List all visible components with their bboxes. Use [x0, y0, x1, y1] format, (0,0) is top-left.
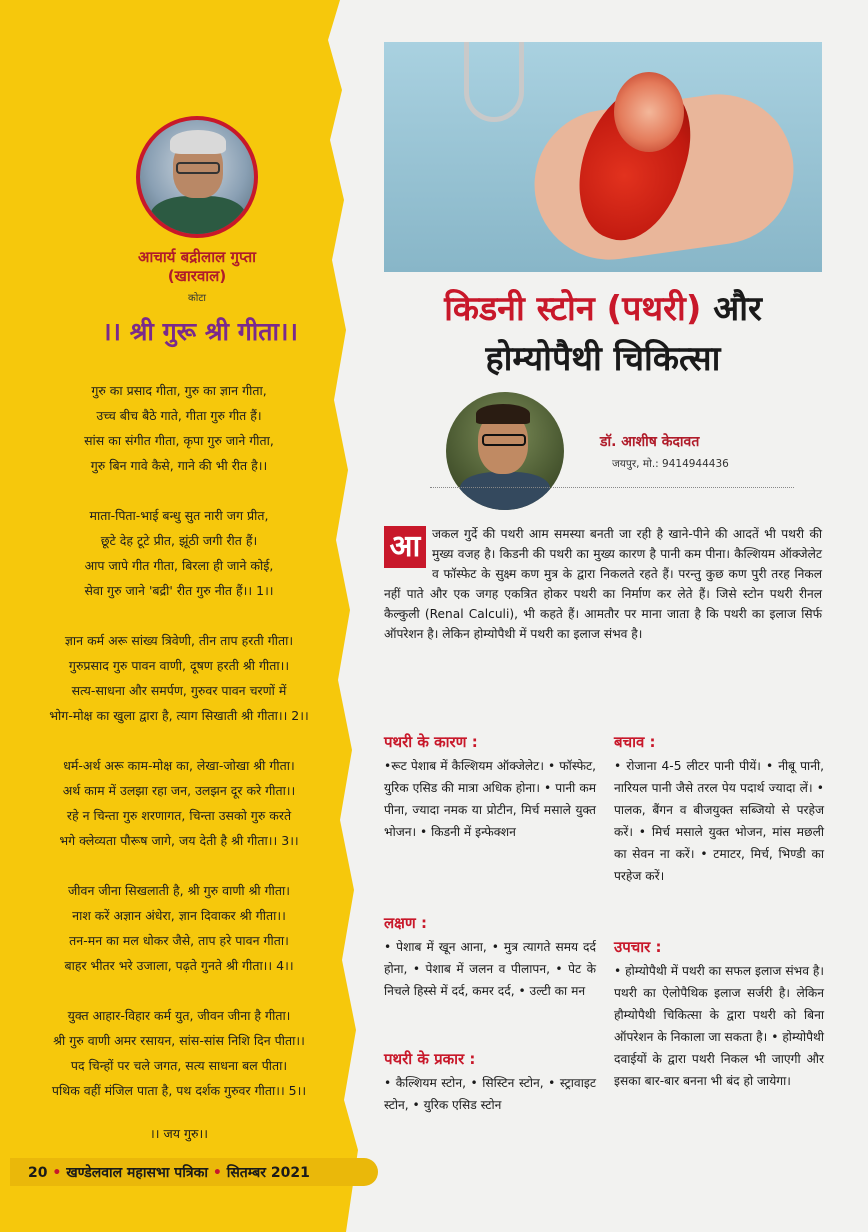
- section-treatment: [614, 936, 824, 1092]
- poem-line: अर्थ काम में उलझा रहा जन, उलझन दूर करे गीता।।: [62, 783, 296, 798]
- poem-stanza: [20, 1003, 338, 1103]
- poem-line: सांस का संगीत गीता, कृपा गुरु जाने गीता,: [84, 433, 274, 448]
- section-heading: पथरी के कारण :: [384, 733, 478, 751]
- poet-city: कोटा: [188, 293, 206, 304]
- poem-line: युक्त आहार-विहार कर्म युत, जीवन जीना है गीता।: [67, 1008, 291, 1023]
- poem-line: ज्ञान कर्म अरू सांख्य त्रिवेणी, तीन ताप हरती गीता।: [64, 633, 294, 648]
- poem-line: सेवा गुरु जाने 'बद्री' रीत गुरु नीत हैं।। 1।।: [84, 583, 274, 598]
- poem-stanza: [20, 878, 338, 978]
- poem-line: गुरुप्रसाद गुरु पावन वाणी, दूषण हरती श्री गीता।।: [68, 658, 290, 673]
- poet-name-line1: आचार्य बद्रीलाल गुप्ता: [137, 248, 257, 266]
- doctor-contact: जयपुर, मो.: 9414944436: [612, 458, 729, 470]
- poem-closing: ।। जय गुरु।।: [150, 1126, 208, 1141]
- section-types: [384, 1048, 596, 1116]
- poet-name: [60, 248, 334, 286]
- poem-line: आप जापे गीत गीता, बिरला ही जाने कोई,: [84, 558, 274, 573]
- poem-title: ।। श्री गुरू श्री गीता।।: [102, 317, 298, 346]
- magazine-name: खण्डेलवाल महासभा पत्रिका: [66, 1165, 208, 1181]
- intro-text: जकल गुर्दे की पथरी आम समस्या बनती जा रही है खाने-पीने की आदतें भी पथरी की मुख्य वजह है। किडनी की पथरी का मुख्य कारण है पानी कम पीना। कैल्शियम ऑक्जेलेट व फॉस्फेट के सुक्ष्म कण मुत्र के द्वारा निकलते रहते हैं। परन्तु कुछ कण पुरी तरह निकल नहीं पाते और एक जगह एकत्रित होकर पथरी का निर्माण कर लेते हैं। जिसे स्टोन पथरी रीनल कैल्कुली (Renal Calculi), भी कहते हैं। आमतौर पर माना जाता है कि पथरी का इलाज सिर्फ ऑपरेशन है। लेकिन होम्योपैथी में पथरी का इलाज संभव है।: [384, 527, 822, 641]
- section-heading: लक्षण :: [384, 914, 427, 932]
- poem-line: तन-मन का मल धोकर जैसे, ताप हरे पावन गीता।: [69, 933, 289, 948]
- poem-line: माता-पिता-भाई बन्धु सुत नारी जग प्रीत,: [89, 508, 269, 523]
- article-title-red: किडनी स्टोन (पथरी): [444, 289, 702, 329]
- poem-body: [20, 378, 338, 1128]
- poem-line: पद चिन्हों पर चले जगत, सत्य साधना बल पीता।: [70, 1058, 288, 1073]
- poem-line: गुरु बिन गावे कैसे, गाने की भी रीत है।।: [90, 458, 268, 473]
- section-body: • पेशाब में खून आना, • मुत्र त्यागते समय दर्द होना, • पेशाब में जलन व पीलापन, • पेट के निचले हिस्से में दर्द, कमर दर्द, • उल्टी का मन: [384, 940, 596, 998]
- poem-line: जीवन जीना सिखलाती है, श्री गुरु वाणी श्री गीता।: [68, 883, 290, 898]
- article-intro: [384, 524, 822, 644]
- separator-dot: •: [212, 1165, 227, 1181]
- page-number: 20: [28, 1165, 48, 1181]
- poem-line: पथिक वहीं मंजिल पाता है, पथ दर्शक गुरुवर गीता।। 5।।: [51, 1083, 307, 1098]
- poet-name-line2: (खारवाल): [167, 267, 227, 285]
- article-title: [384, 284, 822, 384]
- poem-line: भोग-मोक्ष का खुला द्वारा है, त्याग सिखाती श्री गीता।। 2।।: [49, 708, 309, 723]
- issue-date: सितम्बर 2021: [226, 1165, 310, 1181]
- poem-line: बाहर भीतर भरे उजाला, पढ़ते गुनते श्री गीता।। 4।।: [64, 958, 294, 973]
- kidney-hero-image: [384, 42, 822, 272]
- article-title-line2: होम्योपैथी चिकित्सा: [485, 339, 721, 379]
- poet-photo: [136, 116, 258, 238]
- section-body: • कैल्शियम स्टोन, • सिस्टिन स्टोन, • स्ट्रावाइट स्टोन, • युरिक एसिड स्टोन: [384, 1076, 596, 1112]
- section-body: •रूट पेशाब में कैल्शियम ऑक्जेलेट। • फॉस्फेट, युरिक एसिड की मात्रा अधिक होना। • पानी कम पीना, ज्यादा नमक या प्रोटीन, मिर्च मसाले युक्त भोजन। • किडनी में इन्फेक्शन: [384, 759, 596, 839]
- byline-divider: [430, 487, 794, 488]
- poem-line: उच्च बीच बैठे गाते, गीता गुरु गीत हैं।: [96, 408, 262, 423]
- section-heading: पथरी के प्रकार :: [384, 1050, 476, 1068]
- poem-stanza: [20, 378, 338, 478]
- poem-stanza: [20, 753, 338, 853]
- poem-line: भगे क्लेव्यता पौरूष जागे, जय देती है श्री गीता।। 3।।: [59, 833, 299, 848]
- poem-line: सत्य-साधना और समर्पण, गुरुवर पावन चरणों में: [71, 683, 287, 698]
- article-title-and: और: [713, 289, 762, 329]
- doctor-photo: [446, 392, 564, 510]
- drop-cap: आ: [384, 526, 426, 568]
- poem-line: छूटे देह टूटे प्रीत, झूंठी जगी रीत हैं।: [100, 533, 258, 548]
- poem-stanza: [20, 628, 338, 728]
- section-causes: [384, 731, 596, 843]
- section-prevention: [614, 731, 824, 887]
- section-heading: बचाव :: [614, 733, 656, 751]
- separator-dot: •: [52, 1165, 67, 1181]
- section-body: • रोजाना 4-5 लीटर पानी पीयें। • नीबू पानी, नारियल पानी जैसे तरल पेय पदार्थ ज्यादा लें। • पालक, बैंगन व बीजयुक्त सब्जियो से परहेज करें। • मिर्च मसाले युक्त भोजन, मांस मछली का सेवन ना करें। • टमाटर, मिर्च, भिण्डी का परहेज करें।: [614, 759, 824, 883]
- poem-line: रहे न चिन्ता गुरु शरणागत, चिन्ता उसको गुरु करते: [66, 808, 292, 823]
- poem-line: श्री गुरु वाणी अमर रसायन, सांस-सांस निशि दिन पीता।।: [53, 1033, 305, 1048]
- section-heading: उपचार :: [614, 938, 662, 956]
- poem-line: धर्म-अर्थ अरू काम-मोक्ष का, लेखा-जोखा श्री गीता।: [63, 758, 295, 773]
- poem-line: गुरु का प्रसाद गीता, गुरु का ज्ञान गीता,: [91, 383, 267, 398]
- page-footer: [28, 1163, 310, 1182]
- poem-stanza: [20, 503, 338, 603]
- section-symptoms: [384, 912, 596, 1002]
- section-body: • होम्योपैथी में पथरी का सफल इलाज संभव है। पथरी का ऐलोपैथिक इलाज सर्जरी है। लेकिन हौम्योपैथी चिकित्सा के द्वारा पथरी को बिना ऑपरेशन के निकाला जा सकता है। • होम्योपैथी दवाईयों के द्वारा पथरी निकल भी जाएगी और इसका बार-बार बनना भी बंद हो जायेगा।: [614, 964, 824, 1088]
- poem-line: नाश करें अज्ञान अंधेरा, ज्ञान दिवाकर श्री गीता।।: [72, 908, 286, 923]
- doctor-name: डॉ. आशीष केदावत: [600, 434, 700, 450]
